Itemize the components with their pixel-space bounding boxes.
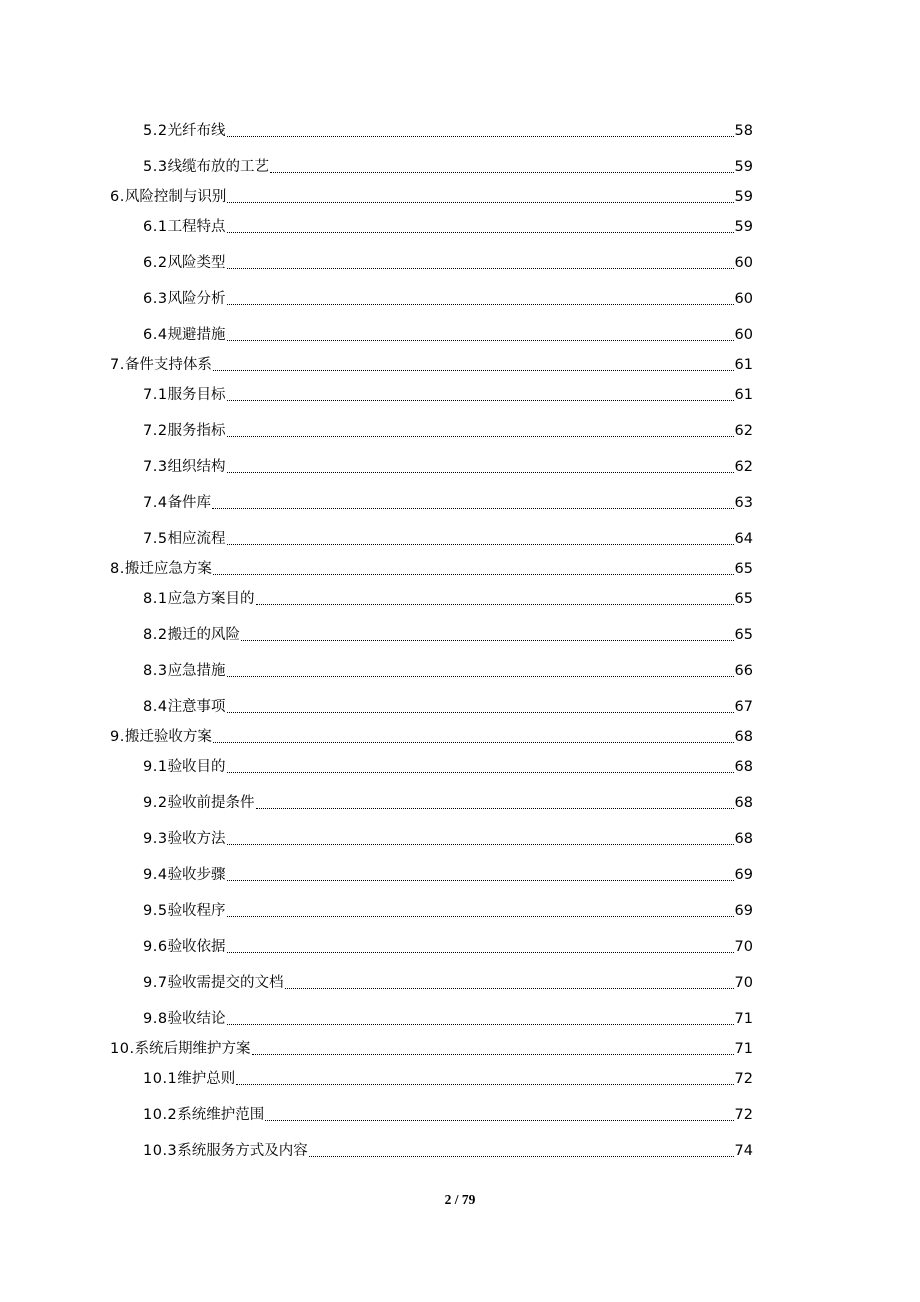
toc-entry-number: 9.4: [143, 867, 168, 883]
toc-entry[interactable]: [143, 586, 753, 608]
toc-dot-leader: [227, 880, 734, 881]
toc-entry-page: 64: [734, 531, 753, 547]
toc-entry-page: 62: [734, 423, 753, 439]
toc-entry-title: 系统维护范围: [177, 1107, 265, 1123]
toc-entry[interactable]: [143, 214, 753, 236]
toc-entry-number: 7.1: [143, 387, 168, 403]
toc-entry-page: 60: [734, 291, 753, 307]
toc-entry[interactable]: [143, 790, 753, 812]
toc-entry-number: 10.3: [143, 1143, 178, 1159]
toc-entry-title: 线缆布放的工艺: [167, 159, 270, 175]
toc-entry[interactable]: [143, 970, 753, 992]
toc-entry-page: 68: [734, 831, 753, 847]
toc-entry-number: 6.3: [143, 291, 168, 307]
toc-entry[interactable]: [110, 184, 753, 206]
toc-entry-page: 65: [734, 627, 753, 643]
toc-entry-title: 搬迁应急方案: [124, 561, 212, 577]
toc-dot-leader: [227, 436, 734, 437]
toc-dot-leader: [213, 574, 734, 575]
toc-entry-number: 7.4: [143, 495, 168, 511]
toc-entry-title: 系统服务方式及内容: [177, 1143, 308, 1159]
toc-entry[interactable]: [143, 1006, 753, 1028]
toc-entry-title: 备件支持体系: [124, 357, 212, 373]
toc-entry-title: 规避措施: [167, 327, 226, 343]
toc-entry-title: 验收方法: [167, 831, 226, 847]
toc-entry-title: 备件库: [167, 495, 212, 511]
toc-entry-page: 71: [734, 1011, 753, 1027]
toc-entry-title: 验收步骤: [167, 867, 226, 883]
toc-entry-title: 组织结构: [167, 459, 226, 475]
toc-entry-page: 70: [734, 939, 753, 955]
toc-entry[interactable]: [143, 694, 753, 716]
toc-entry[interactable]: [143, 862, 753, 884]
toc-entry-page: 67: [734, 699, 753, 715]
toc-entry-page: 59: [734, 159, 753, 175]
toc-entry-number: 10.1: [143, 1071, 178, 1087]
toc-entry-title: 相应流程: [167, 531, 226, 547]
toc-dot-leader: [227, 400, 734, 401]
toc-dot-leader: [227, 772, 734, 773]
toc-entry-number: 7.5: [143, 531, 168, 547]
toc-entry-number: 6.4: [143, 327, 168, 343]
toc-entry-number: 9.1: [143, 759, 168, 775]
toc-entry[interactable]: [110, 556, 753, 578]
toc-entry-page: 59: [734, 189, 753, 205]
toc-dot-leader: [212, 508, 733, 509]
toc-entry[interactable]: [110, 352, 753, 374]
toc-entry-number: 9.5: [143, 903, 168, 919]
toc-entry-title: 风险类型: [167, 255, 226, 271]
toc-entry-page: 62: [734, 459, 753, 475]
toc-entry-number: 6.1: [143, 219, 168, 235]
toc-entry-title: 验收需提交的文档: [167, 975, 284, 991]
toc-dot-leader: [227, 202, 733, 203]
toc-entry[interactable]: [143, 1066, 753, 1088]
toc-entry-number: 7.2: [143, 423, 168, 439]
toc-entry-page: 68: [734, 729, 753, 745]
toc-dot-leader: [227, 916, 734, 917]
toc-entry-page: 63: [734, 495, 753, 511]
toc-dot-leader: [227, 544, 734, 545]
toc-entry-number: 9.2: [143, 795, 168, 811]
toc-entry-page: 61: [734, 357, 753, 373]
toc-entry-title: 搬迁的风险: [167, 627, 241, 643]
page-number-footer: [0, 1192, 920, 1208]
toc-entry-title: 服务指标: [167, 423, 226, 439]
toc-entry-number: 10.2: [143, 1107, 178, 1123]
toc-entry[interactable]: [110, 1036, 753, 1058]
toc-entry-title: 验收前提条件: [167, 795, 255, 811]
toc-entry-page: 74: [734, 1143, 753, 1159]
toc-entry-title: 风险控制与识别: [124, 189, 227, 205]
toc-dot-leader: [227, 340, 734, 341]
toc-entry-page: 65: [734, 561, 753, 577]
toc-entry-number: 5.3: [143, 159, 168, 175]
toc-entry-title: 搬迁验收方案: [124, 729, 212, 745]
toc-entry-page: 59: [734, 219, 753, 235]
toc-dot-leader: [213, 370, 734, 371]
toc-entry-page: 61: [734, 387, 753, 403]
toc-entry-page: 70: [734, 975, 753, 991]
toc-entry-page: 66: [734, 663, 753, 679]
toc-entry-title: 验收依据: [167, 939, 226, 955]
toc-dot-leader: [309, 1156, 734, 1157]
toc-entry-title: 系统后期维护方案: [134, 1041, 251, 1057]
toc-entry-title: 工程特点: [167, 219, 226, 235]
toc-entry[interactable]: [110, 724, 753, 746]
toc-entry-title: 服务目标: [167, 387, 226, 403]
toc-entry-page: 72: [734, 1107, 753, 1123]
toc-entry-title: 应急措施: [167, 663, 226, 679]
toc-entry-title: 注意事项: [167, 699, 226, 715]
toc-dot-leader: [241, 640, 733, 641]
toc-entry-page: 60: [734, 327, 753, 343]
toc-dot-leader: [256, 604, 734, 605]
toc-dot-leader: [270, 172, 733, 173]
toc-entry[interactable]: [143, 322, 753, 344]
toc-entry-number: 10.: [110, 1041, 135, 1057]
toc-dot-leader: [285, 988, 734, 989]
toc-entry-number: 6.2: [143, 255, 168, 271]
toc-dot-leader: [227, 952, 734, 953]
toc-entry-number: 9.6: [143, 939, 168, 955]
toc-dot-leader: [227, 1024, 734, 1025]
toc-entry[interactable]: [143, 826, 753, 848]
toc-entry-title: 验收目的: [167, 759, 226, 775]
toc-entry[interactable]: [143, 490, 753, 512]
toc-entry-page: 72: [734, 1071, 753, 1087]
toc-entry[interactable]: [143, 382, 753, 404]
toc-dot-leader: [227, 676, 734, 677]
toc-entry-page: 68: [734, 759, 753, 775]
toc-entry[interactable]: [143, 622, 753, 644]
toc-entry-title: 风险分析: [167, 291, 226, 307]
toc-entry[interactable]: [143, 154, 753, 176]
toc-entry-number: 8.3: [143, 663, 168, 679]
toc-entry[interactable]: [143, 118, 753, 140]
toc-entry-number: 9.3: [143, 831, 168, 847]
toc-entry-number: 8.4: [143, 699, 168, 715]
toc-entry-number: 8.2: [143, 627, 168, 643]
toc-entry-title: 光纤布线: [167, 123, 226, 139]
toc-dot-leader: [227, 844, 734, 845]
toc-entry-title: 验收程序: [167, 903, 226, 919]
toc-dot-leader: [256, 808, 734, 809]
toc-dot-leader: [227, 712, 734, 713]
toc-entry[interactable]: [143, 934, 753, 956]
toc-entry-title: 验收结论: [167, 1011, 226, 1027]
toc-entry[interactable]: [143, 754, 753, 776]
toc-entry-number: 6.: [110, 189, 125, 205]
toc-entry-number: 8.1: [143, 591, 168, 607]
toc-dot-leader: [236, 1084, 733, 1085]
toc-entry-number: 5.2: [143, 123, 168, 139]
toc-entry[interactable]: [143, 658, 753, 680]
toc-entry-page: 65: [734, 591, 753, 607]
toc-dot-leader: [227, 232, 734, 233]
toc-entry[interactable]: [143, 526, 753, 548]
toc-entry[interactable]: [143, 1138, 753, 1160]
toc-entry-page: 69: [734, 867, 753, 883]
toc-dot-leader: [227, 304, 734, 305]
toc-entry[interactable]: [143, 250, 753, 272]
toc-entry-page: 71: [734, 1041, 753, 1057]
toc-entry-title: 维护总则: [177, 1071, 236, 1087]
toc-entry-number: 9.8: [143, 1011, 168, 1027]
toc-dot-leader: [252, 1054, 734, 1055]
toc-dot-leader: [227, 136, 734, 137]
toc-entry[interactable]: [143, 418, 753, 440]
toc-entry-page: 68: [734, 795, 753, 811]
toc-dot-leader: [227, 268, 734, 269]
toc-dot-leader: [265, 1120, 733, 1121]
toc-entry-number: 7.: [110, 357, 125, 373]
toc-dot-leader: [227, 472, 734, 473]
toc-entry-number: 8.: [110, 561, 125, 577]
toc-entry-number: 7.3: [143, 459, 168, 475]
toc-dot-leader: [213, 742, 734, 743]
toc-entry-number: 9.: [110, 729, 125, 745]
toc-entry-number: 9.7: [143, 975, 168, 991]
toc-entry[interactable]: [143, 898, 753, 920]
page-number: 2 / 79: [444, 1192, 476, 1207]
toc-entry-page: 58: [734, 123, 753, 139]
toc-entry[interactable]: [143, 454, 753, 476]
toc-entry-title: 应急方案目的: [167, 591, 255, 607]
toc-entry[interactable]: [143, 286, 753, 308]
toc-entry[interactable]: [143, 1102, 753, 1124]
toc-entry-page: 60: [734, 255, 753, 271]
toc-entry-page: 69: [734, 903, 753, 919]
